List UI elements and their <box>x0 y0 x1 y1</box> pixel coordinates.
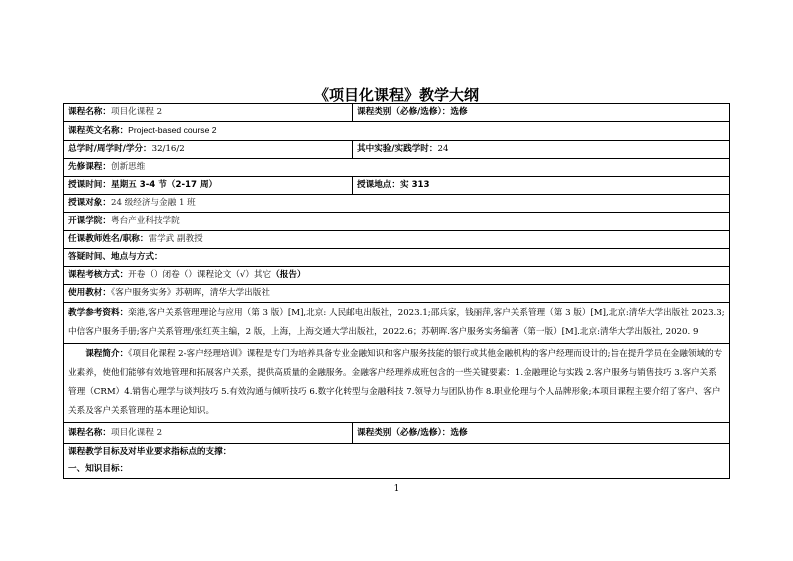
label: 教学参考资料： <box>68 308 129 318</box>
course-type: 选修 <box>450 427 468 438</box>
exam-other: （报告） <box>271 270 306 280</box>
table-row <box>64 267 730 285</box>
practice-hours: 24 <box>437 144 449 154</box>
label: 课程名称： <box>68 107 111 117</box>
table-row <box>64 122 730 141</box>
references: 栾港,客户关系管理理论与应用（第 3 版）[M],北京: 人民邮电出版社，2023.1;邵兵家，钱丽萍,客户关系管理（第 3 版）[M],北京:清华大学出版社 2023.3;中信客户服务手册;客户关系管理/张红英主编，2 版，上海，上海交通大学出版社，2022.6；苏朝晖.客户服务实务编著（第一版）[M].北京:清华大学出版社, 2020. 9 <box>68 308 725 337</box>
label: 课程类别（必修/选修）： <box>357 427 451 438</box>
label: 课程考核方式： <box>68 270 129 280</box>
table-row <box>64 141 730 159</box>
page-title: 《项目化课程》教学大纲 <box>313 86 479 104</box>
table-row <box>64 461 730 479</box>
syllabus-table <box>63 103 730 479</box>
label: 其中实验/实践学时： <box>357 144 438 154</box>
label: 使用教材： <box>68 288 111 298</box>
course-name: 项目化课程 2 <box>110 427 163 438</box>
label: 开课学院： <box>68 216 111 226</box>
label: 先修课程： <box>68 162 111 172</box>
teacher: 雷学武 副教授 <box>148 234 203 244</box>
table-row <box>64 249 730 267</box>
exam-method: 开卷（）闭卷（）课程论文（√）其它 <box>128 270 272 280</box>
table-row <box>64 231 730 249</box>
prerequisite: 创新思维 <box>110 162 146 172</box>
label: 授课地点： <box>357 180 400 190</box>
class-place: 实 313 <box>399 180 430 190</box>
table-row <box>64 213 730 231</box>
table-row <box>64 423 730 444</box>
label: 课程类别（必修/选修）： <box>357 107 451 117</box>
label: 课程简介： <box>85 349 129 359</box>
class-time: 星期五 3-4 节（2-17 周） <box>110 180 218 190</box>
label: 总学时/周学时/学分： <box>68 144 152 154</box>
goals-label: 课程教学目标及对毕业要求指标点的支撑： <box>68 447 232 457</box>
table-row <box>64 159 730 177</box>
college: 粤台产业科技学院 <box>110 216 180 226</box>
qa-label: 答疑时间、地点与方式： <box>68 252 163 262</box>
target-class: 24 级经济与金融 1 班 <box>110 198 196 208</box>
label: 授课对象： <box>68 198 111 208</box>
table-row <box>64 195 730 213</box>
hours: 32/16/2 <box>151 144 185 154</box>
textbook: 《客户服务实务》苏朝晖，清华大学出版社 <box>110 288 270 298</box>
label: 课程英文名称： <box>68 126 129 136</box>
label: 课程名称： <box>68 427 111 438</box>
label: 授课时间： <box>68 180 111 190</box>
course-type: 选修 <box>450 107 468 117</box>
course-intro: 《项目化课程 2-客户经理培训》课程是专门为培养具备专业金融知识和客户服务技能的银行或其他金融机构的客户经理而设计的;旨在提升学员在金融领域的专业素养，使他们能够有效地管理和拓展客户关系，提供高质量的金融服务。金融客户经理养成班包含的一些关键要素：1.金融理论与实践 2.客户服务与销售技巧 3.客户关系管理（CRM）4.销售心理学与谈判技巧 5.有效沟通与倾听技巧 6.数字化转型与金融科技 7.领导力与团队协作 8.职业伦理与个人品牌形象;本项目课程主要介绍了客户、客户关系及客户关系管理的基本理论知识。 <box>68 349 723 416</box>
table-row <box>64 444 730 462</box>
course-name: 项目化课程 2 <box>110 107 163 117</box>
table-row <box>64 303 730 344</box>
english-name: Project-based course 2 <box>128 125 217 135</box>
table-row <box>64 285 730 303</box>
table-row <box>64 177 730 195</box>
page-number: 1 <box>393 484 400 494</box>
table-row <box>64 344 730 423</box>
knowledge-goals-label: 一、知识目标： <box>68 464 129 474</box>
table-row <box>64 104 730 122</box>
label: 任课教师姓名/职称： <box>68 234 149 244</box>
